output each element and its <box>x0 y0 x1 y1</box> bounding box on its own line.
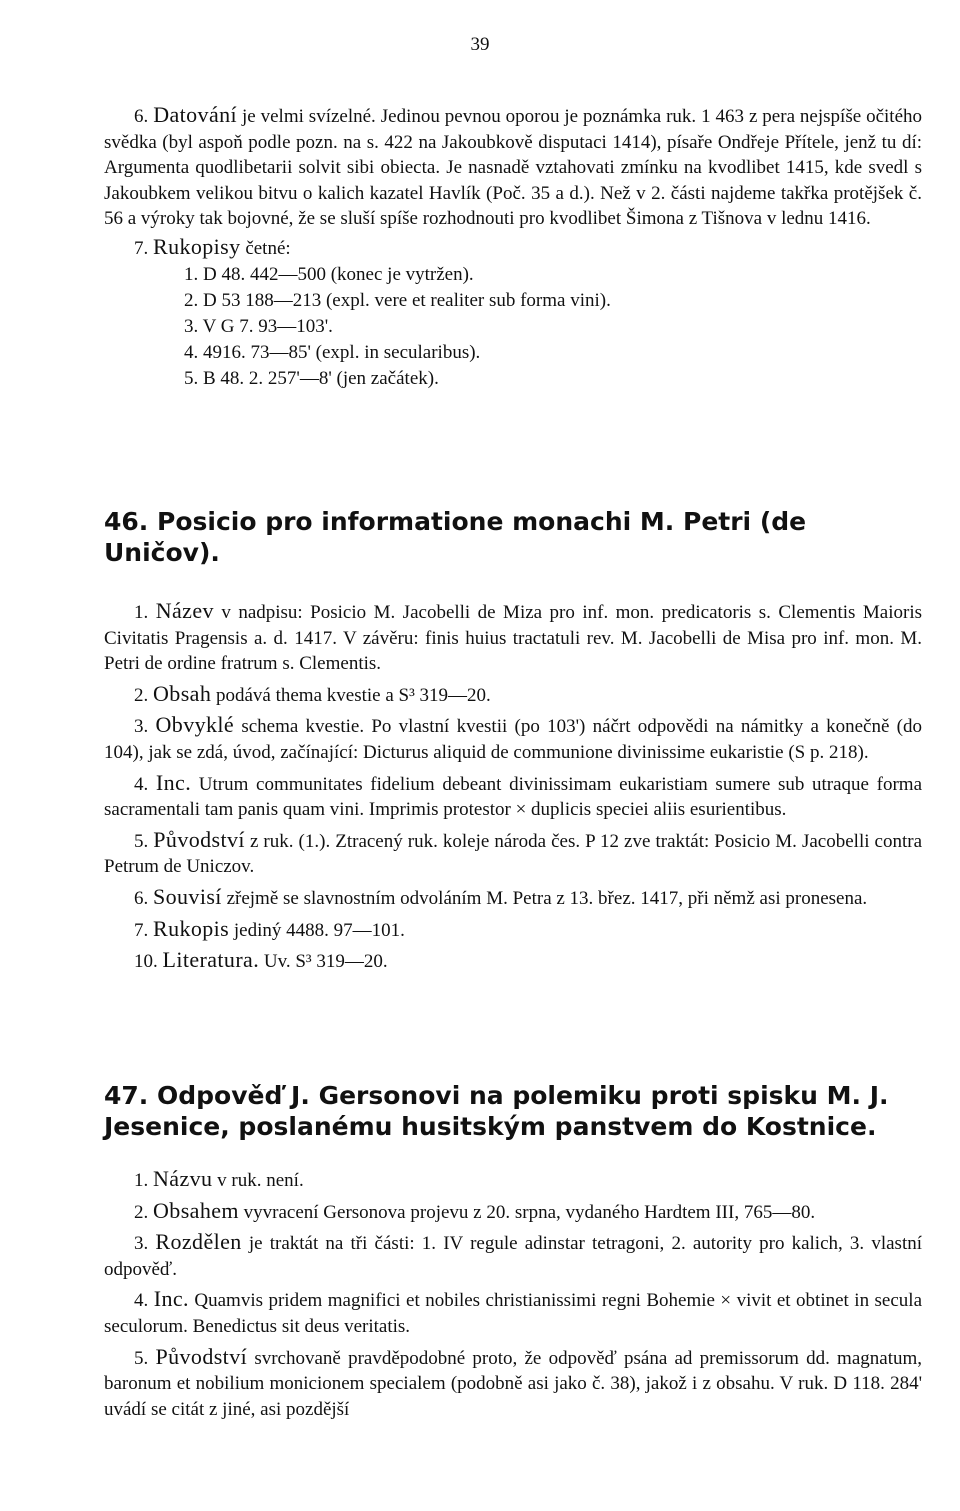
para-text: Quamvis pridem magnifici et nobiles christianissimi regni Bohemie × vivit et obtinet in secula seculorum. Benedictus sit deus veritatis. <box>104 1290 923 1337</box>
para-label: Datování <box>153 102 238 127</box>
para-number: 3. <box>134 716 149 738</box>
para-text: z ruk. (1.). Ztracený ruk. koleje národa čes. P 12 zve traktát: Posicio M. Jacobelli contra Petrum de Uniczov. <box>104 830 923 878</box>
paragraph-rukopisy <box>104 234 922 262</box>
paragraph <box>104 1166 922 1194</box>
para-label: Souvisí <box>153 883 222 909</box>
section-heading: 47. Odpověď J. Gersonovi na polemiku proti spisku M. J. Jesenice, poslanému husitským panstvem do Kostnice. <box>104 1081 889 1141</box>
para-text: jediný 4488. 97—101. <box>229 919 405 941</box>
para-label: Obsah <box>153 680 212 706</box>
para-number: 5. <box>134 830 149 852</box>
paragraph <box>104 827 922 880</box>
list-item: 4. 4916. 73—85' (expl. in secularibus). <box>184 341 481 363</box>
paragraph <box>104 1286 922 1339</box>
paragraph <box>104 1344 922 1423</box>
para-text: vyvracení Gersonova projevu z 20. srpna, vydaného Hardtem III, 765—80. <box>238 1201 816 1223</box>
manuscript-list <box>104 262 922 392</box>
para-number: 5. <box>134 1347 149 1369</box>
paragraph <box>104 916 922 944</box>
section-45-continuation <box>104 102 922 392</box>
paragraph <box>104 947 922 975</box>
para-text: Uv. S³ 319—20. <box>259 951 388 973</box>
para-text: Utrum communitates fidelium debeant divinissimam eukaristiam sumere sub utraque forma sacramentali tam panis quam vini. Imprimis protestor × duplicis speciei aliis esurientibus. <box>104 773 923 821</box>
section-heading: 46. Posicio pro informatione monachi M. Petri (de Uničov). <box>104 507 807 567</box>
paragraph <box>104 770 922 823</box>
para-text: v nadpisu: Posicio M. Jacobelli de Miza pro inf. mon. predicatoris s. Clementis Maioris Civitatis Pragensis a. d. 1417. V závěru: finis huius tractatuli rev. M. Jacobelli de Misa pro inf. mon. M. Petri de ordine fratrum s. Clementis. <box>104 602 922 675</box>
para-number: 6. <box>134 887 149 909</box>
section-46 <box>104 506 922 975</box>
para-label: Původství <box>155 1343 248 1369</box>
para-text: je traktát na tři části: 1. IV regule adinstar tetragoni, 2. autority pro kalich, 3. vlastní odpověď. <box>104 1233 923 1280</box>
para-number: 10. <box>134 951 158 973</box>
para-number: 6. <box>134 106 149 127</box>
list-item: 2. D 53 188—213 (expl. vere et realiter sub forma vini). <box>184 289 611 311</box>
para-text: podává thema kvestie a S³ 319—20. <box>211 684 491 706</box>
para-number: 4. <box>134 1290 149 1312</box>
paragraph <box>104 1229 922 1282</box>
para-number: 2. <box>134 684 149 706</box>
para-text: svrchovaně pravděpodobné proto, že odpověď psána ad premissorum dd. magnatum, baronum et nobilium monicionem specialem (podobně asi jako č. 38), jakož i z obsahu. V ruk. D 118. 284' uvádí se citát z jiné, asi pozdější <box>104 1347 923 1420</box>
para-label: Rukopisy <box>153 233 241 259</box>
para-number: 7. <box>134 919 149 941</box>
para-label: Inc. <box>155 769 192 795</box>
paragraph <box>104 1198 922 1226</box>
list-item: 3. V G 7. 93—103'. <box>184 315 333 337</box>
para-label: Literatura. <box>162 947 260 973</box>
para-number: 1. <box>134 1170 149 1191</box>
paragraph <box>104 884 922 912</box>
para-label: Obvyklé <box>155 712 235 738</box>
para-label: Obsahem <box>153 1197 239 1223</box>
list-item: 5. B 48. 2. 257'—8' (jen začátek). <box>184 367 439 389</box>
paragraph <box>104 681 922 709</box>
para-label: Rozdělen <box>155 1229 242 1255</box>
para-text: četné: <box>240 237 291 259</box>
para-label: Názvu <box>153 1166 213 1191</box>
para-label: Název <box>155 598 214 623</box>
para-label: Původství <box>153 826 245 852</box>
para-label: Rukopis <box>153 915 230 941</box>
para-number: 2. <box>134 1201 149 1223</box>
para-text: v ruk. není. <box>212 1170 304 1191</box>
para-number: 7. <box>134 237 149 259</box>
page-number: 39 <box>470 34 490 55</box>
para-text: je velmi svízelné. Jedinou pevnou oporou je poznámka ruk. 1 463 z pera nejspíše očitého svědka (byl aspoň podle pozn. na s. 422 na Jakoubkově disputaci 1414), písaře Ondřeje Přítele, jenž tu dí: Argumenta quodlibetarii solvit sibi obiecta. Je nasnadě vztahovati zmínku na kvodlibet 1415, kde svedl s Jakoubkem velikou bitvu o kalich kazatel Havlík (Poč. 35 a d.). Než v 2. části najdeme takřka protějšek č. 56 a výroky tak bojovné, že se sluší spíše rozhodnouti pro kvodlibet Šimona z Tišnova v lednu 1416. <box>104 106 922 230</box>
paragraph <box>104 712 922 765</box>
para-number: 4. <box>134 773 149 795</box>
paragraph-datovani <box>104 102 922 232</box>
para-label: Inc. <box>153 1286 189 1312</box>
para-text: zřejmě se slavnostním odvoláním M. Petra z 13. břez. 1417, při němž asi pronesena. <box>221 887 868 909</box>
section-47 <box>104 1080 922 1422</box>
paragraph <box>104 598 922 677</box>
list-item: 1. D 48. 442—500 (konec je vytržen). <box>184 263 474 285</box>
para-text: schema kvestie. Po vlastní kvestii (po 103') náčrt odpovědi na námitky a konečně (do 104), jak se zdá, úvod, začínající: Dicturus aliquid de communione divinissime eukaristie (S p. 218). <box>104 716 922 763</box>
para-number: 3. <box>134 1233 149 1255</box>
para-number: 1. <box>134 602 149 623</box>
